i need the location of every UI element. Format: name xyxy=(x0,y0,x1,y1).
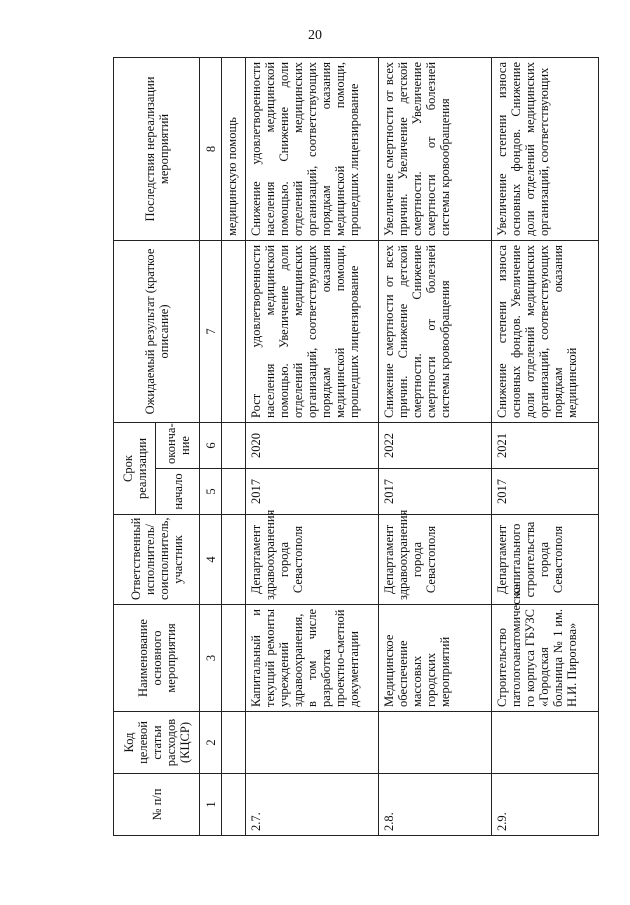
row-start: 2017 xyxy=(378,469,491,515)
column-number: 8 xyxy=(200,57,222,240)
row-start: 2017 xyxy=(492,469,599,515)
row-consequence: Снижение удовлетворенности населения медицинской помощью. Снижение доли отделений медицинских организаций, соответствующих порядкам оказания медицинской помощи, прошедших лицензирование xyxy=(245,57,378,240)
header-result: Ожидаемый результат (краткое описание) xyxy=(114,240,200,422)
row-number: 2.7. xyxy=(245,774,378,836)
row-number: 2.8. xyxy=(378,774,491,836)
column-number: 3 xyxy=(200,605,222,712)
column-number: 5 xyxy=(200,469,222,515)
row-number: 2.9. xyxy=(492,774,599,836)
row-executor: Департамент капитального строительства города Севастополя xyxy=(492,515,599,605)
page-number: 20 xyxy=(308,28,322,43)
header-term: Срок реализации xyxy=(114,422,156,514)
header-end: оконча-ние xyxy=(156,422,200,468)
header-name: Наименование основного мероприятия xyxy=(114,605,200,712)
column-number: 7 xyxy=(200,240,222,422)
header-start: начало xyxy=(156,469,200,515)
row-result: Снижение смертности от всех причин. Снижение детской смертности. Снижение смертности от болезней системы кровообращения xyxy=(378,240,491,422)
row-executor: Департамент здравоохранения города Севастополя xyxy=(378,515,491,605)
table-row xyxy=(378,57,491,835)
carry-over-text: медицинскую помощь xyxy=(222,57,245,240)
row-end: 2021 xyxy=(492,422,599,468)
row-result: Рост удовлетворенности населения медицинской помощью. Увеличение доли отделений медицинских организаций, соответствующих порядкам оказания медицинской помощи, прошедших лицензирование xyxy=(245,240,378,422)
header-consequence: Последствия нереализации мероприятий xyxy=(114,57,200,240)
row-code xyxy=(378,712,491,774)
table-row xyxy=(492,57,599,835)
rotated-table-area xyxy=(113,58,599,836)
row-end: 2022 xyxy=(378,422,491,468)
row-end: 2020 xyxy=(245,422,378,468)
row-consequence: Увеличение смертности от всех причин. Увеличение детской смертности. Увеличение смертности от болезней системы кровообращения xyxy=(378,57,491,240)
column-number: 4 xyxy=(200,515,222,605)
header-num: № п/п xyxy=(114,774,200,836)
column-number: 2 xyxy=(200,712,222,774)
row-code xyxy=(245,712,378,774)
row-consequence: Увеличение степени износа основных фондов. Снижение доли отделений медицинских организаций, соответствующих xyxy=(492,57,599,240)
row-code xyxy=(492,712,599,774)
column-number: 1 xyxy=(200,774,222,836)
row-name: Медицинское обеспечение массовых городских мероприятий xyxy=(378,605,491,712)
events-table xyxy=(113,57,599,836)
row-name: Строительство патологоанатомическо-го корпуса ГБУЗС «Городская больница № 1 им. Н.И. Пирогова» xyxy=(492,605,599,712)
table-row xyxy=(245,57,378,835)
row-start: 2017 xyxy=(245,469,378,515)
column-number: 6 xyxy=(200,422,222,468)
header-code: Код целевой статьи расходов (КЦСР) xyxy=(114,712,200,774)
row-executor: Департамент здравоохранения города Севастополя xyxy=(245,515,378,605)
row-name: Капитальный и текущий ремонты учреждений здравоохранения, в том числе разработка проектно-сметной документации xyxy=(245,605,378,712)
row-result: Снижение степени износа основных фондов. Увеличение доли отделений медицинских организаций, соответствующих порядкам оказания медицинской xyxy=(492,240,599,422)
header-executor: Ответственный исполнитель/ соисполнитель, участник xyxy=(114,515,200,605)
